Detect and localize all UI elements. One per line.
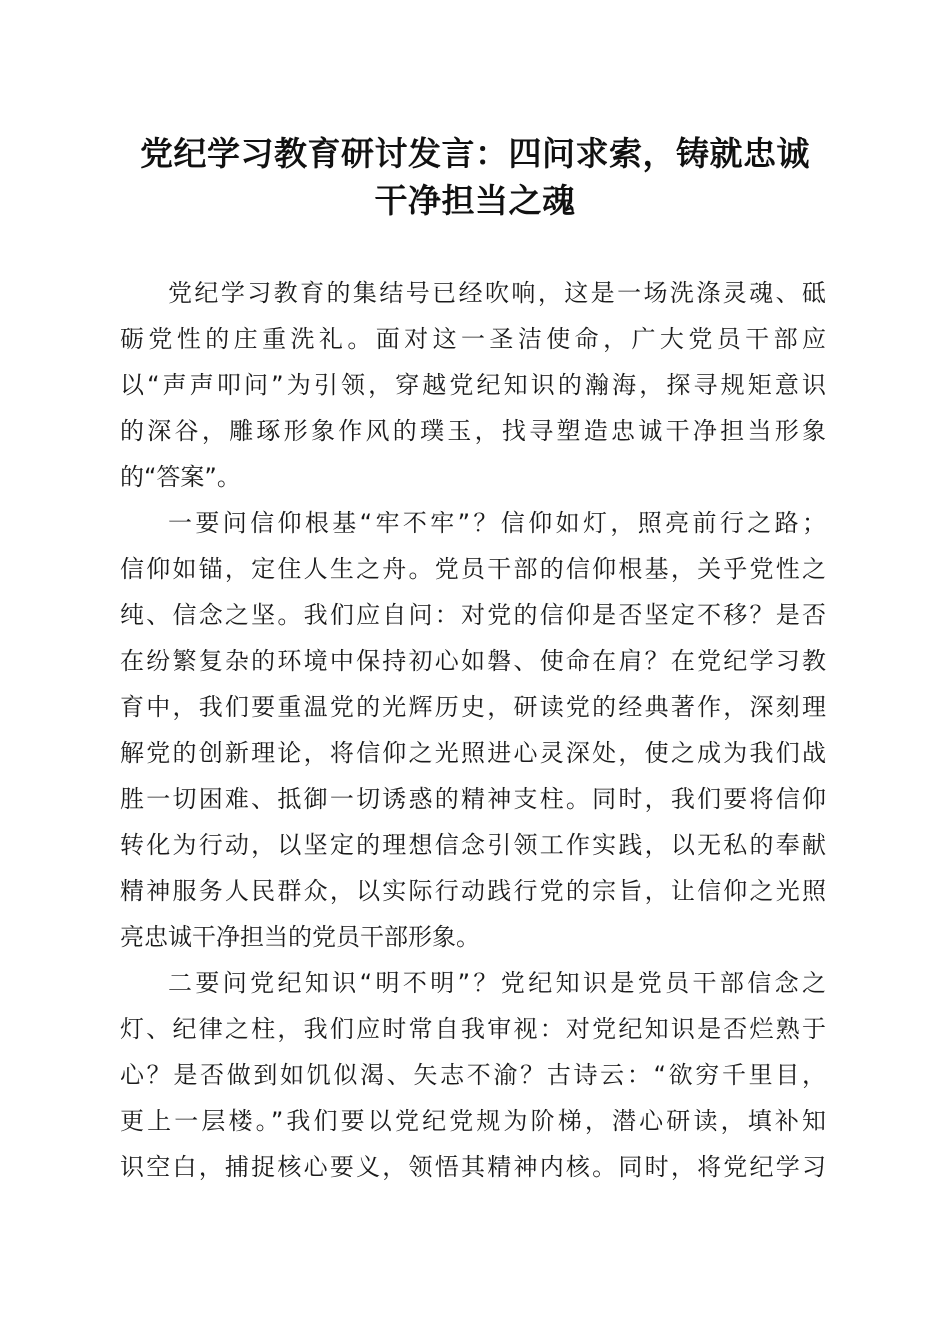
text-line: 胜一切困难、抵御一切诱惑的精神支柱。同时，我们要将信仰 xyxy=(120,785,826,813)
paragraph-knowledge xyxy=(120,960,826,1190)
text-line: 心？是否做到如饥似渴、矢志不渝？古诗云：“欲穷千里目， xyxy=(120,1061,826,1089)
text-line: 识空白，捕捉核心要义，领悟其精神内核。同时，将党纪学习 xyxy=(120,1153,826,1181)
text-line: 一要问信仰根基“牢不牢”？信仰如灯，照亮前行之路； xyxy=(168,509,826,537)
text-line: 解党的创新理论，将信仰之光照进心灵深处，使之成为我们战 xyxy=(120,739,826,767)
title-line-1: 党纪学习教育研讨发言：四问求索，铸就忠诚 xyxy=(140,134,810,173)
text-line: 以“声声叩问”为引领，穿越党纪知识的瀚海，探寻规矩意识 xyxy=(120,371,826,399)
text-line: 亮忠诚干净担当的党员干部形象。 xyxy=(120,923,480,951)
text-line: 精神服务人民群众，以实际行动践行党的宗旨，让信仰之光照 xyxy=(120,877,826,905)
text-line: 二要问党纪知识“明不明”？党纪知识是党员干部信念之 xyxy=(168,969,826,997)
paragraph-faith xyxy=(120,500,826,960)
text-line: 转化为行动，以坚定的理想信念引领工作实践，以无私的奉献 xyxy=(120,831,826,859)
paragraph-intro xyxy=(120,270,826,500)
document-title xyxy=(100,130,850,224)
text-line: 的深谷，雕琢形象作风的璞玉，找寻塑造忠诚干净担当形象 xyxy=(120,417,826,445)
document-body xyxy=(120,270,826,1190)
title-line-2: 干净担当之魂 xyxy=(374,181,576,220)
text-line: 的“答案”。 xyxy=(120,463,241,491)
text-line: 纯、信念之坚。我们应自问：对党的信仰是否坚定不移？是否 xyxy=(120,601,826,629)
text-line: 党纪学习教育的集结号已经吹响，这是一场洗涤灵魂、砥 xyxy=(168,279,826,307)
text-line: 在纷繁复杂的环境中保持初心如磐、使命在肩？在党纪学习教 xyxy=(120,647,826,675)
text-line: 信仰如锚，定住人生之舟。党员干部的信仰根基，关乎党性之 xyxy=(120,555,826,583)
text-line: 育中，我们要重温党的光辉历史，研读党的经典著作，深刻理 xyxy=(120,693,826,721)
text-line: 灯、纪律之柱，我们应时常自我审视：对党纪知识是否烂熟于 xyxy=(120,1015,826,1043)
text-line: 更上一层楼。”我们要以党纪党规为阶梯，潜心研读，填补知 xyxy=(120,1107,826,1135)
text-line: 砺党性的庄重洗礼。面对这一圣洁使命，广大党员干部应 xyxy=(120,325,826,353)
